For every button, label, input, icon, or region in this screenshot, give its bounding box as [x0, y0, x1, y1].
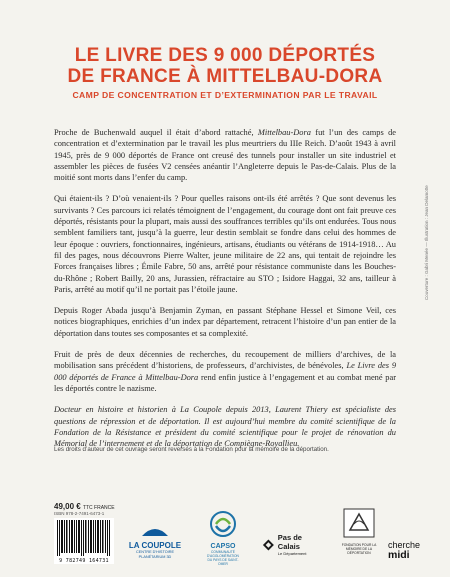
paragraph-notices: Depuis Roger Abada jusqu’à Benjamin Zyman, en passant Stéphane Hessel et Simone Veil, ces notices biographiques, enrichies d’un index par département, retracent l’histoire d’un pan entier de la déportation dans toutes ses composantes et sa complexité. [54, 306, 396, 338]
book-title-line-2: DE FRANCE À MITTELBAU-DORA [67, 66, 383, 87]
cover-credit: Couverture : Gabri Menée — Illustration : Jean Delamotte [424, 185, 429, 300]
fondation-emblem-icon [342, 508, 376, 538]
barcode-bars [54, 518, 114, 557]
la-coupole-logo: LA COUPOLE CENTRE D'HISTOIRE PLANÉTARIUM 3D [127, 523, 183, 559]
royalties-note: Les droits d’auteur de cet ouvrage seront reversés à la Fondation pour la mémoire de la déportation. [54, 446, 329, 453]
fondation-memoire-deportation-logo: FONDATION POUR LA MÉMOIRE DE LA DÉPORTATION [336, 508, 382, 555]
pas-de-calais-logo: Pas de Calais Le Département [262, 533, 322, 556]
pas-de-calais-icon [262, 538, 275, 552]
book-subtitle: CAMP DE CONCENTRATION ET D’EXTERMINATION PAR LE TRAVAIL [72, 90, 378, 100]
barcode-digits: 9 782749 164731 [59, 558, 109, 564]
paragraph-research: Fruit de près de deux décennies de recherches, du recoupement de milliers d’archives, de la mobilisation sans précédent d’historiens, de professeurs, d’archivistes, de bénévoles, Le Livre des 9 000 déportés de France à Mittelbau-Dora rend enfin justice à l’engagement et au combat mené par les déportés contre le nazisme. [54, 350, 397, 393]
publisher-logo: cherche midi [388, 540, 421, 561]
isbn: ISBN 978-2-7491-6473-1 [54, 511, 105, 516]
capso-emblem-icon [208, 510, 238, 538]
back-cover-text [54, 127, 396, 459]
dome-icon [140, 526, 170, 536]
paragraph-questions: Qui étaient-ils ? D’où venaient-ils ? Pour quelles raisons ont-ils été arrêtés ? Que sont devenus les survivants ? Ces parcours ici relatés témoignent de l’engagement, du courage dont ont fait preuve ces déportés, résistants pour la plupart, mais aussi des souffrances terribles qu’ils ont endurées. Tous nous semblent familiers tant, jusqu’à la guerre, leur destin semblait se fondre dans celui des hommes de leur époque : ouvriers, fonctionnaires, ingénieurs, artisans, étudiants ou vétérans de 1914-1918… Au fil des pages, nous découvrons Pierre Walter, jeune militaire de 22 ans, qui tentait de rejoindre les Forces françaises libres ; Émile Fabre, 50 ans, arrêté pour résistance communiste dans les Bouches-du-Rhône ; Robert Bailly, 20 ans, Jurassien, réfractaire au STO ; Isidore Haggai, 32 ans, tailleur à Paris, arrêté au motif qu’il ne portait pas l’étoile jaune. [54, 194, 396, 294]
price: 49,00 € TTC FRANCE [54, 502, 115, 511]
barcode [54, 518, 114, 564]
paragraph-intro: Proche de Buchenwald auquel il était d’abord rattaché, Mittelbau-Dora fut l’un des camps de concentration et d’extermination par le travail les plus meurtriers du IIIe Reich. D’août 1943 à avril 1945, près de 9 000 déportés de France ont creusé des tunnels pour installer un site industriel et assembler les pièces de fusées V2 censées anéantir l’Angleterre depuis le Pas-de-Calais. Plus de la moitié sont morts dans l’enfer du camp. [54, 128, 396, 183]
book-title-line-1: LE LIVRE DES 9 000 DÉPORTÉS [74, 45, 376, 66]
capso-logo: CAPSO COMMUNAUTÉ D'AGGLOMÉRATION DU PAYS DE SAINT-OMER [206, 510, 240, 566]
author-bio: Docteur en histoire et historien à La Coupole depuis 2013, Laurent Thiery est spécialiste des questions de répression et de déportation. Il est aujourd’hui membre du comité scientifique de la Fondation de la Résistance et président du comité scientifique pour le projet de rénovation du Mémorial de l’internement et de la déportation de Compiègne-Royallieu. [54, 405, 396, 449]
